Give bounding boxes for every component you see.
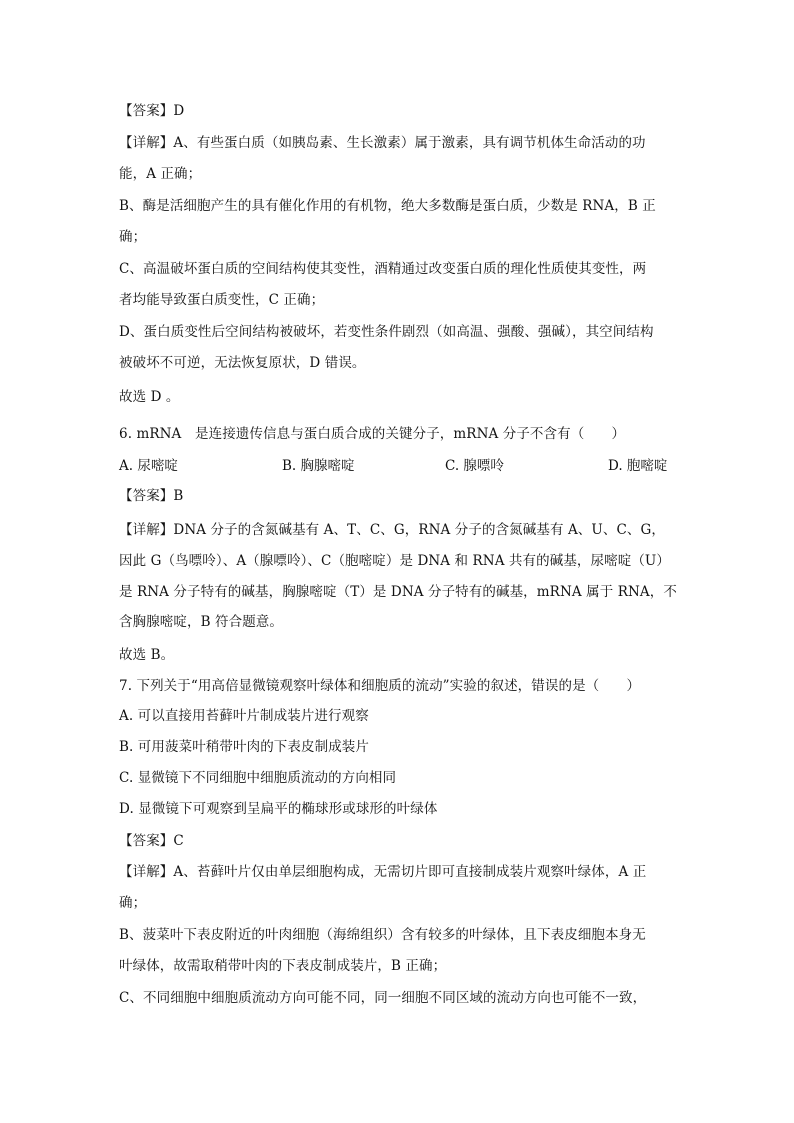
q5-detail-line: 者均能导致蛋白质变性，C 正确； (119, 292, 325, 308)
q7-detail-line: 确； (119, 895, 147, 911)
q6-answer: 【答案】B (119, 488, 184, 504)
q7-option-d: D. 显微镜下可观察到呈扁平的椭球形或球形的叶绿体 (119, 801, 438, 817)
q5-answer: 【答案】D (119, 103, 185, 119)
q6-detail-line: 因此 G（鸟嘌呤）、A（腺嘌呤）、C（胞嘧啶）是 DNA 和 RNA 共有的碱基，尿嘧啶（U） (119, 553, 671, 569)
q7-detail-line: 叶绿体，故需取稍带叶肉的下表皮制成装片，B 正确； (119, 958, 447, 974)
q7-detail-line: C、不同细胞中细胞质流动方向可能不同，同一细胞不同区域的流动方向也可能不一致， (119, 990, 647, 1006)
q6-option-b: B. 胸腺嘧啶 (282, 458, 355, 474)
q6-detail-line: 是 RNA 分子特有的碱基，胸腺嘧啶（T）是 DNA 分子特有的碱基，mRNA 属于 RNA，不 (119, 584, 677, 600)
q7-option-b: B. 可用菠菜叶稍带叶肉的下表皮制成装片 (119, 739, 370, 755)
q6-conclusion: 故选 B。 (119, 647, 175, 663)
q5-detail-line: 确； (119, 229, 147, 245)
q7-option-c: C. 显微镜下不同细胞中细胞质流动的方向相同 (119, 770, 397, 786)
q7-detail-line: B、菠菜叶下表皮附近的叶肉细胞（海绵组织）含有较多的叶绿体，且下表皮细胞本身无 (119, 927, 646, 943)
q7-answer: 【答案】C (119, 833, 184, 849)
q5-detail-line: C、高温破坏蛋白质的空间结构使其变性，酒精通过改变蛋白质的理化性质使其变性，两 (119, 261, 647, 277)
q6-detail-line: 【详解】DNA 分子的含氮碱基有 A、T、C、G，RNA 分子的含氮碱基有 A、U、C、G， (119, 522, 665, 538)
q6-option-c: C. 腺嘌呤 (445, 458, 504, 474)
q6-stem: 6. mRNA 是连接遗传信息与蛋白质合成的关键分子，mRNA 分子不含有（ ） (119, 426, 626, 442)
q5-detail-line: 【详解】A、有些蛋白质（如胰岛素、生长激素）属于激素，具有调节机体生命活动的功 (119, 135, 646, 151)
q5-detail-line: 被破坏不可逆，无法恢复原状，D 错误。 (119, 355, 366, 371)
q5-detail-line: 能，A 正确； (119, 166, 202, 182)
q6-option-a: A. 尿嘧啶 (119, 458, 178, 474)
q7-detail-line: 【详解】A、苔藓叶片仅由单层细胞构成，无需切片即可直接制成装片观察叶绿体，A 正 (119, 864, 647, 880)
q6-detail-line: 含胸腺嘧啶，B 符合题意。 (119, 614, 284, 630)
q7-stem: 7. 下列关于“用高倍显微镜观察叶绿体和细胞质的流动”实验的叙述，错误的是（ ） (119, 678, 641, 694)
q5-conclusion: 故选 D 。 (119, 389, 180, 405)
q7-option-a: A. 可以直接用苔藓叶片制成装片进行观察 (119, 708, 369, 724)
q5-detail-line: D、蛋白质变性后空间结构被破坏，若变性条件剧烈（如高温、强酸、强碱），其空间结构 (119, 324, 654, 340)
q5-detail-line: B、酶是活细胞产生的具有催化作用的有机物，绝大多数酶是蛋白质，少数是 RNA，B 正 (119, 198, 656, 214)
q6-option-d: D. 胞嘧啶 (608, 458, 668, 474)
